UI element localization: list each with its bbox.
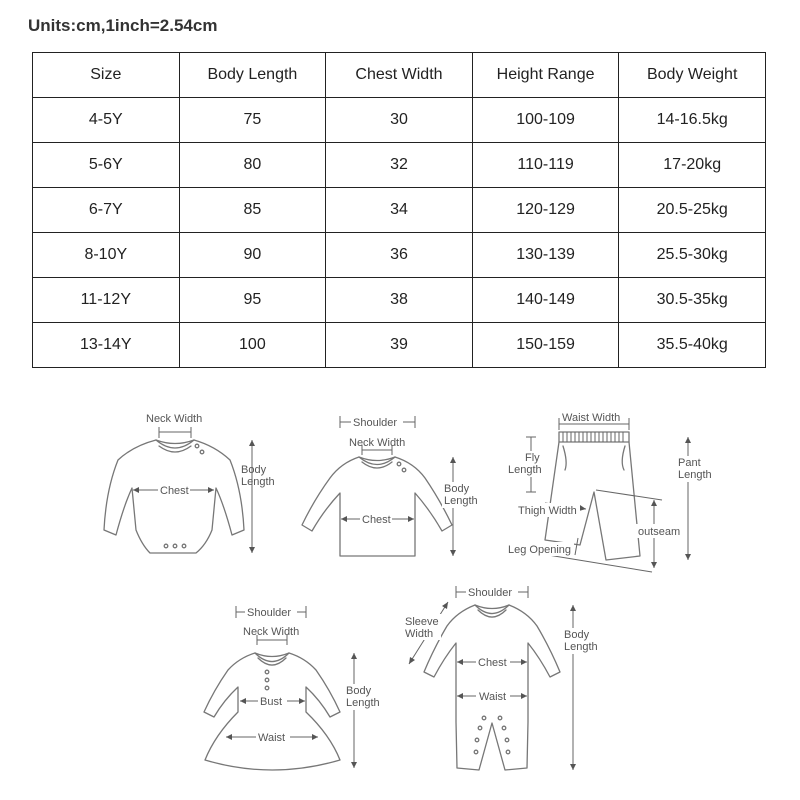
- sweater-diagram: [302, 414, 480, 556]
- arrowhead-icon: [240, 698, 246, 704]
- body-length-label: Body: [444, 483, 470, 495]
- bust-label: Bust: [260, 696, 283, 708]
- leg-opening-label: Leg Opening: [508, 544, 571, 556]
- arrowhead-icon: [351, 653, 357, 659]
- button-icon: [182, 544, 186, 548]
- button-icon: [402, 468, 406, 472]
- arrowhead-icon: [651, 500, 657, 506]
- cell-height-range: 100-109: [472, 98, 619, 143]
- cell-chest-width: 30: [326, 98, 473, 143]
- cell-size: 5-6Y: [33, 143, 180, 188]
- cell-chest-width: 36: [326, 233, 473, 278]
- cell-chest-width: 34: [326, 188, 473, 233]
- table-row: [33, 188, 766, 233]
- cell-body-weight: 17-20kg: [619, 143, 766, 188]
- leg-opening-guide: [548, 555, 652, 572]
- romper-diagram: [403, 584, 602, 770]
- neck-width-label: Neck Width: [243, 626, 300, 638]
- neck-width-label: Neck Width: [349, 437, 406, 449]
- arrowhead-icon: [442, 602, 448, 609]
- body-length-label: Length: [241, 476, 275, 488]
- cell-chest-width: 32: [326, 143, 473, 188]
- pants-pocket: [622, 446, 625, 470]
- arrowhead-icon: [457, 659, 463, 665]
- header-chest-width: Chest Width: [326, 53, 473, 98]
- cell-size: 13-14Y: [33, 323, 180, 368]
- arrowhead-icon: [408, 516, 414, 522]
- arrowhead-icon: [409, 657, 415, 664]
- cell-size: 8-10Y: [33, 233, 180, 278]
- arrowhead-icon: [226, 734, 232, 740]
- sleeve-width-label: Width: [405, 628, 434, 640]
- thigh-width-label: Thigh Width: [518, 505, 577, 517]
- button-icon: [265, 678, 269, 682]
- cell-body-length: 100: [179, 323, 326, 368]
- cell-size: 4-5Y: [33, 98, 180, 143]
- body-length-label: Body: [346, 685, 372, 697]
- sweater-outline: [302, 457, 452, 556]
- table-row: [33, 143, 766, 188]
- header-body-length: Body Length: [179, 53, 326, 98]
- arrowhead-icon: [133, 487, 139, 493]
- button-icon: [397, 462, 401, 466]
- cell-body-weight: 30.5-35kg: [619, 278, 766, 323]
- arrowhead-icon: [570, 605, 576, 611]
- neck-width-label: Neck Width: [146, 413, 203, 425]
- arrowhead-icon: [521, 659, 527, 665]
- button-icon: [173, 544, 177, 548]
- cell-height-range: 150-159: [472, 323, 619, 368]
- cell-height-range: 120-129: [472, 188, 619, 233]
- table-row: [33, 278, 766, 323]
- cell-body-weight: 25.5-30kg: [619, 233, 766, 278]
- table-row: [33, 233, 766, 278]
- cell-body-length: 95: [179, 278, 326, 323]
- dress-diagram: [204, 604, 384, 770]
- button-icon: [502, 726, 506, 730]
- leg-opening-tick: [575, 538, 578, 555]
- header-body-weight: Body Weight: [619, 53, 766, 98]
- bodysuit-collar-inner: [159, 446, 191, 452]
- outseam-guide: [596, 490, 662, 500]
- units-note: Units:cm,1inch=2.54cm: [28, 16, 218, 35]
- waist-label: Waist: [479, 691, 507, 703]
- cell-size: 6-7Y: [33, 188, 180, 233]
- arrowhead-icon: [312, 734, 318, 740]
- fly-length-label: Fly: [525, 452, 540, 464]
- sleeve-width-label: Sleeve: [405, 616, 439, 628]
- arrowhead-icon: [521, 693, 527, 699]
- arrowhead-icon: [457, 693, 463, 699]
- pant-length-label: Length: [678, 469, 712, 481]
- cell-chest-width: 38: [326, 278, 473, 323]
- pant-length-label: Pant: [678, 457, 701, 469]
- button-icon: [505, 738, 509, 742]
- body-length-label: Length: [564, 641, 598, 653]
- button-icon: [506, 750, 510, 754]
- shoulder-label: Shoulder: [353, 417, 398, 429]
- body-length-label: Length: [346, 697, 380, 709]
- button-icon: [478, 726, 482, 730]
- cell-body-length: 80: [179, 143, 326, 188]
- cell-height-range: 130-139: [472, 233, 619, 278]
- waist-width-label: Waist Width: [562, 412, 621, 424]
- arrowhead-icon: [685, 437, 691, 443]
- cell-height-range: 110-119: [472, 143, 619, 188]
- shoulder-label: Shoulder: [247, 607, 292, 619]
- table-row: [33, 323, 766, 368]
- button-icon: [498, 716, 502, 720]
- header-size: Size: [33, 53, 180, 98]
- arrowhead-icon: [579, 505, 586, 511]
- table-row: [33, 98, 766, 143]
- shoulder-label: Shoulder: [468, 587, 513, 599]
- bodysuit-diagram: [104, 413, 275, 553]
- romper-outline: [424, 605, 560, 770]
- arrowhead-icon: [351, 762, 357, 768]
- cell-body-weight: 35.5-40kg: [619, 323, 766, 368]
- arrowhead-icon: [299, 698, 305, 704]
- cell-body-weight: 20.5-25kg: [619, 188, 766, 233]
- chest-label: Chest: [160, 485, 189, 497]
- cell-body-weight: 14-16.5kg: [619, 98, 766, 143]
- arrowhead-icon: [249, 547, 255, 553]
- button-icon: [482, 716, 486, 720]
- cell-body-length: 85: [179, 188, 326, 233]
- arrowhead-icon: [341, 516, 347, 522]
- arrowhead-icon: [450, 550, 456, 556]
- cell-body-length: 75: [179, 98, 326, 143]
- size-table: [32, 52, 766, 368]
- chest-label: Chest: [478, 657, 507, 669]
- pants-diagram: [506, 412, 716, 572]
- button-icon: [265, 686, 269, 690]
- body-length-label: Body: [564, 629, 590, 641]
- header-height-range: Height Range: [472, 53, 619, 98]
- arrowhead-icon: [685, 554, 691, 560]
- button-icon: [265, 670, 269, 674]
- button-icon: [475, 738, 479, 742]
- pants-pocket: [563, 446, 566, 470]
- cell-chest-width: 39: [326, 323, 473, 368]
- waist-label: Waist: [258, 732, 286, 744]
- arrowhead-icon: [651, 562, 657, 568]
- outseam-label: outseam: [638, 526, 681, 538]
- cell-body-length: 90: [179, 233, 326, 278]
- cell-height-range: 140-149: [472, 278, 619, 323]
- waistband-ribbing: [563, 432, 623, 442]
- button-icon: [195, 444, 199, 448]
- arrowhead-icon: [570, 764, 576, 770]
- body-length-label: Body: [241, 464, 267, 476]
- dress-outline: [204, 653, 340, 770]
- cell-size: 11-12Y: [33, 278, 180, 323]
- chest-label: Chest: [362, 514, 391, 526]
- button-icon: [164, 544, 168, 548]
- arrowhead-icon: [208, 487, 214, 493]
- button-icon: [474, 750, 478, 754]
- table-header-row: [33, 53, 766, 98]
- arrowhead-icon: [249, 440, 255, 446]
- button-icon: [200, 450, 204, 454]
- arrowhead-icon: [450, 457, 456, 463]
- fly-length-label: Length: [508, 464, 542, 476]
- body-length-label: Length: [444, 495, 478, 507]
- measurement-diagrams: [0, 380, 800, 800]
